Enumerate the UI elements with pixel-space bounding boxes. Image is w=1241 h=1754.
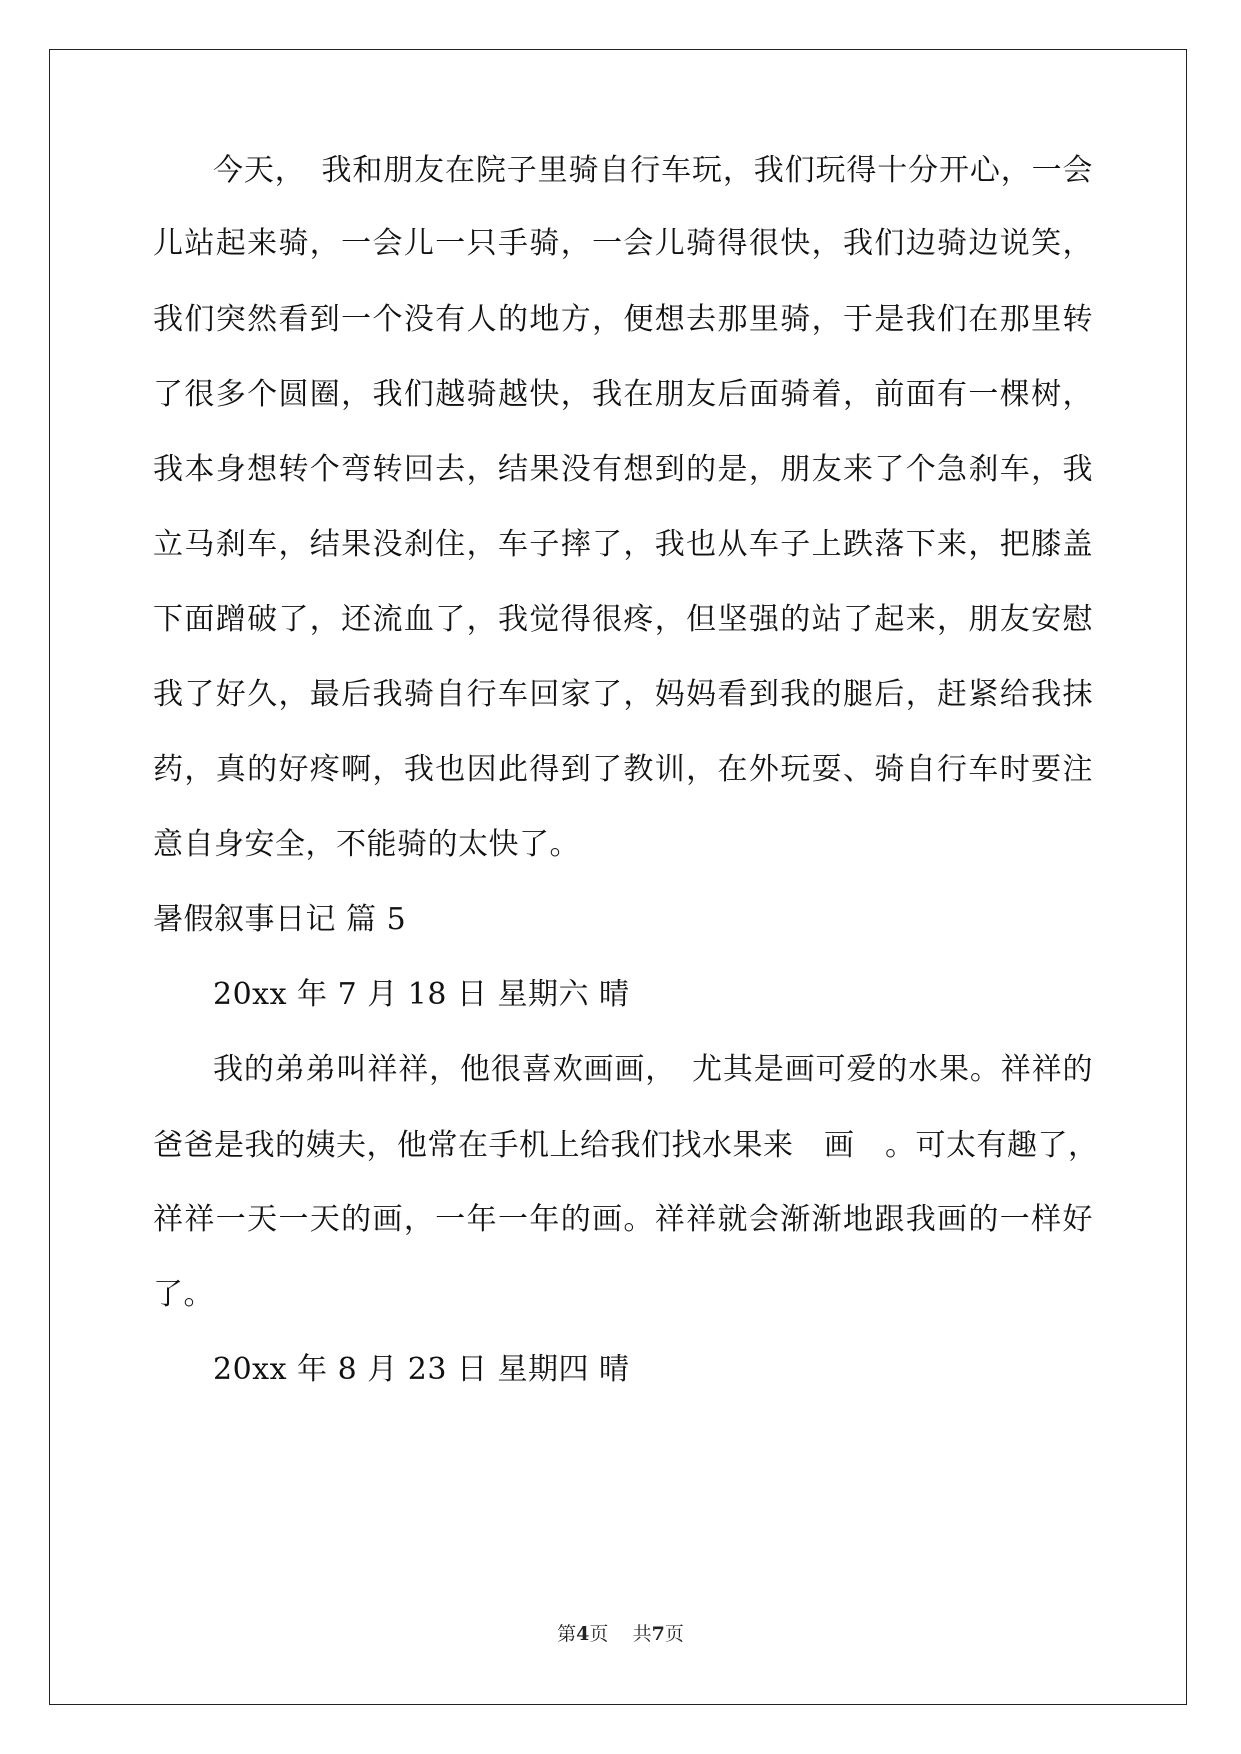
total-suffix: 页: [664, 1623, 684, 1645]
page-prefix: 第: [557, 1623, 577, 1645]
page-suffix: 页: [589, 1623, 609, 1645]
total-prefix: 共: [632, 1623, 652, 1645]
paragraph-line: 意自身安全，不能骑的太快了。: [153, 827, 580, 862]
paragraph-line: 药，真的好疼啊，我也因此得到了教训，在外玩耍、骑自行车时要注: [153, 752, 1093, 787]
entry-date: 20xx 年 8 月 23 日 星期四 晴: [213, 1352, 630, 1387]
paragraph-line: 立马刹车，结果没刹住，车子摔了，我也从车子上跌落下来，把膝盖: [153, 527, 1093, 562]
page-footer: [0, 1622, 1241, 1646]
paragraph-line: 了。: [153, 1277, 214, 1312]
total-pages: 7: [651, 1623, 665, 1645]
page-number: 4: [576, 1623, 590, 1645]
paragraph-line: 我了好久，最后我骑自行车回家了，妈妈看到我的腿后，赶紧给我抹: [153, 677, 1093, 712]
paragraph-line: 我们突然看到一个没有人的地方，便想去那里骑，于是我们在那里转: [153, 302, 1093, 337]
paragraph-line: 我的弟弟叫祥祥，他很喜欢画画， 尤其是画可爱的水果。祥祥的: [213, 1052, 1093, 1087]
paragraph-line: 下面蹭破了，还流血了，我觉得很疼，但坚强的站了起来，朋友安慰: [153, 602, 1093, 637]
paragraph-line: 了很多个圆圈，我们越骑越快，我在朋友后面骑着，前面有一棵树，: [153, 377, 1093, 412]
section-heading: 暑假叙事日记 篇 5: [153, 902, 407, 937]
paragraph-line: 祥祥一天一天的画，一年一年的画。祥祥就会渐渐地跟我画的一样好: [153, 1202, 1093, 1237]
paragraph-line: 我本身想转个弯转回去，结果没有想到的是，朋友来了个急刹车，我: [153, 452, 1093, 487]
page-border: [49, 49, 1187, 1705]
paragraph-line: 爸爸是我的姨夫，他常在手机上给我们找水果来 画 。可太有趣了，: [153, 1128, 1099, 1163]
paragraph-line: 儿站起来骑，一会儿一只手骑，一会儿骑得很快，我们边骑边说笑，: [153, 226, 1093, 261]
entry-date: 20xx 年 7 月 18 日 星期六 晴: [213, 977, 630, 1012]
paragraph-line: 今天， 我和朋友在院子里骑自行车玩，我们玩得十分开心，一会: [213, 153, 1093, 188]
